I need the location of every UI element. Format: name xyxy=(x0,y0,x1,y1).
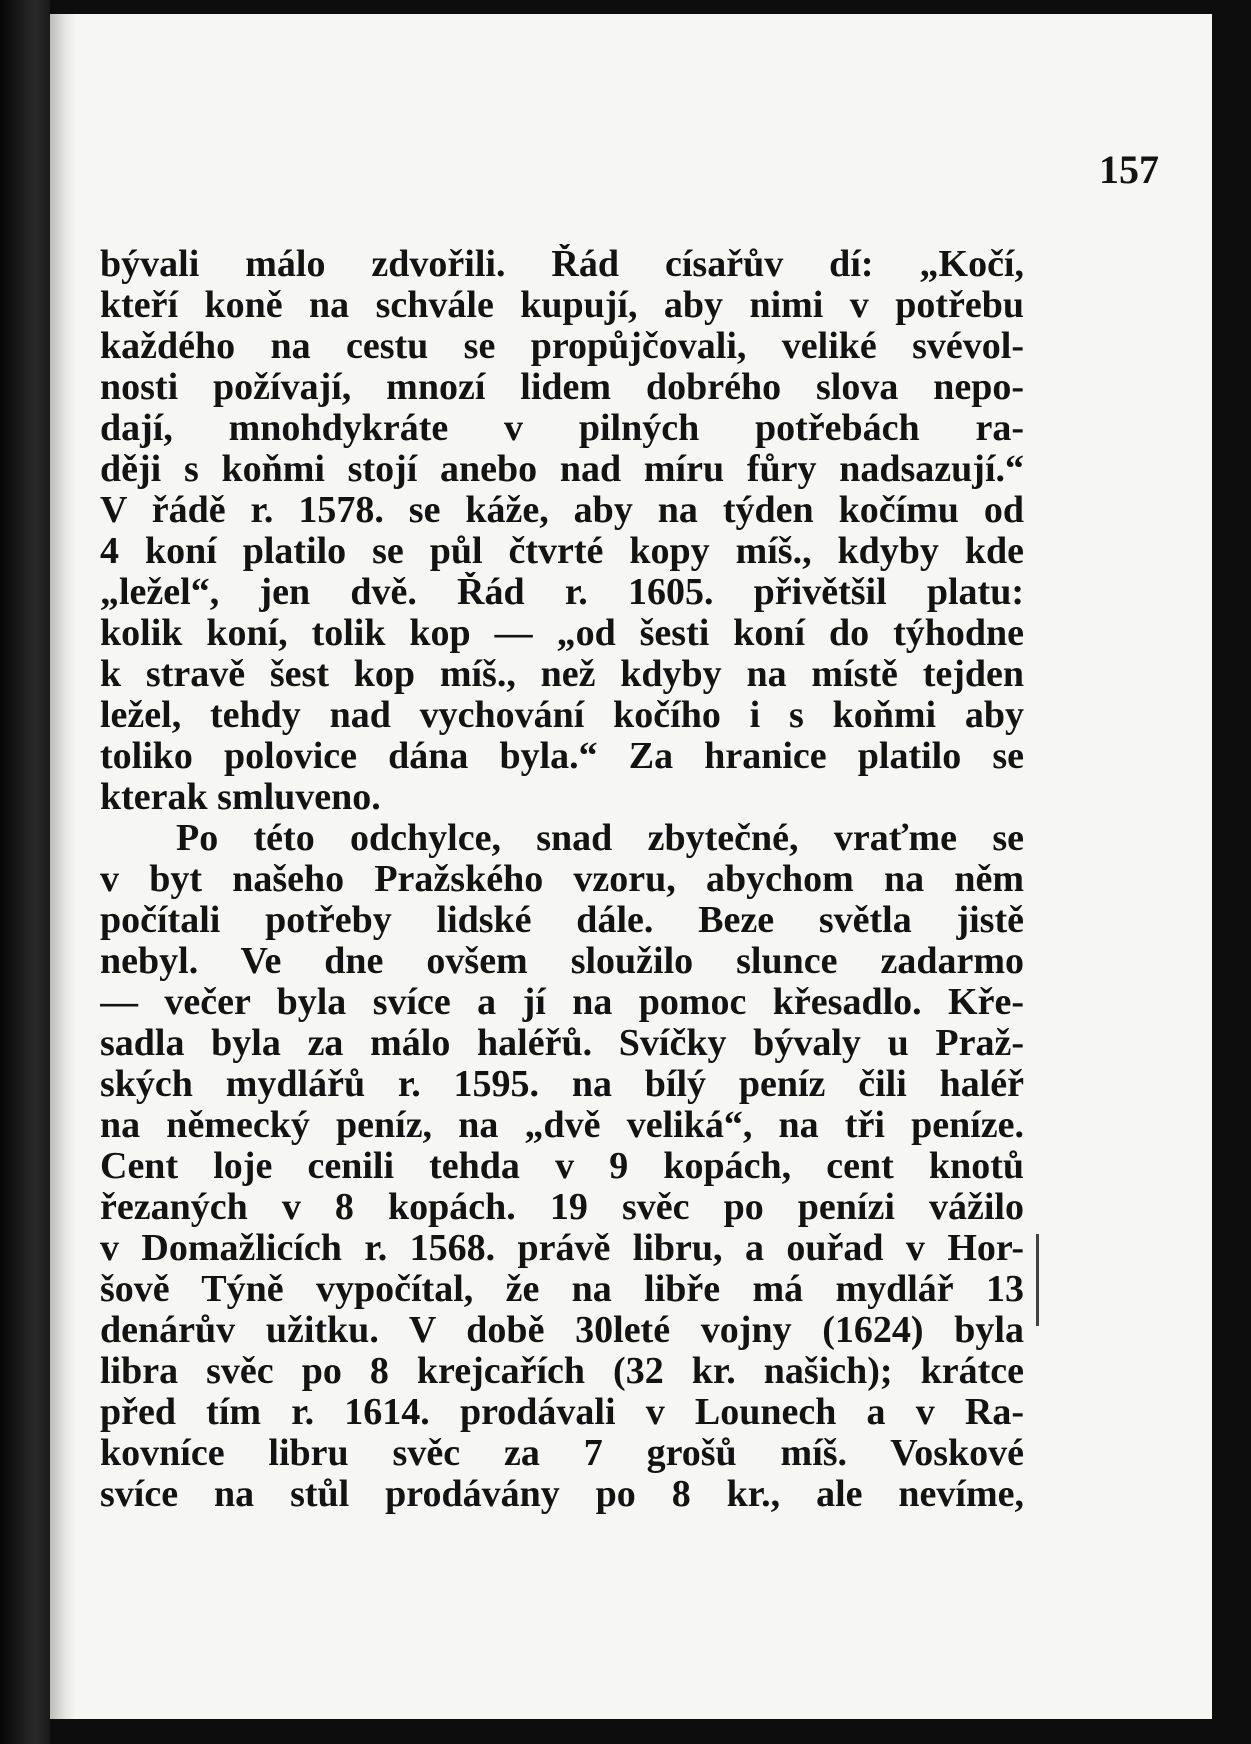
text-line: ležel, tehdy nad vychování kočího i s koňmi aby xyxy=(100,695,1024,736)
text-line: kovníce libru svěc za 7 grošů míš. Voskové xyxy=(100,1433,1024,1474)
text-line: před tím r. 1614. prodávali v Lounech a v Ra- xyxy=(100,1392,1024,1433)
text-line: nosti požívají, mnozí lidem dobrého slova nepo- xyxy=(100,367,1024,408)
body-text xyxy=(100,244,1024,1515)
margin-line xyxy=(1036,1234,1039,1326)
text-line: řezaných v 8 kopách. 19 svěc po penízi vážilo xyxy=(100,1187,1024,1228)
text-line: kolik koní, tolik kop — „od šesti koní do týhodne xyxy=(100,613,1024,654)
text-line: v byt našeho Pražského vzoru, abychom na něm xyxy=(100,859,1024,900)
text-line: kterak smluveno. xyxy=(100,777,381,818)
text-line: na německý peníz, na „dvě veliká“, na tři peníze. xyxy=(100,1105,1024,1146)
text-line: k stravě šest kop míš., než kdyby na místě tejden xyxy=(100,654,1024,695)
text-line: kteří koně na schvále kupují, aby nimi v potřebu xyxy=(100,285,1024,326)
text-line: sadla byla za málo haléřů. Svíčky bývaly u Praž- xyxy=(100,1023,1024,1064)
text-line: každého na cestu se propůjčovali, veliké svévol- xyxy=(100,326,1024,367)
text-line: denárův užitku. V době 30leté vojny (1624) byla xyxy=(100,1310,1024,1351)
text-line: šově Týně vypočítal, že na libře má mydlář 13 xyxy=(100,1269,1024,1310)
text-line: V řádě r. 1578. se káže, aby na týden kočímu od xyxy=(100,490,1024,531)
text-line: libra svěc po 8 krejcařích (32 kr. našich); krátce xyxy=(100,1351,1024,1392)
text-line: nebyl. Ve dne ovšem sloužilo slunce zadarmo xyxy=(100,941,1024,982)
text-line: dají, mnohdykráte v pilných potřebách ra- xyxy=(100,408,1024,449)
paragraph-first-line: Po této odchylce, snad zbytečné, vraťme se xyxy=(176,818,1024,859)
text-line: ských mydlářů r. 1595. na bílý peníz čili haléř xyxy=(100,1064,1024,1105)
text-line: počítali potřeby lidské dále. Beze světla jistě xyxy=(100,900,1024,941)
gutter-shadow xyxy=(50,14,76,1719)
text-line: 4 koní platilo se půl čtvrté kopy míš., kdyby kde xyxy=(100,531,1024,572)
text-line: toliko polovice dána byla.“ Za hranice platilo se xyxy=(100,736,1024,777)
text-line: bývali málo zdvořili. Řád císařův dí: „Kočí, xyxy=(100,244,1024,285)
text-line: „ležel“, jen dvě. Řád r. 1605. přivětšil platu: xyxy=(100,572,1024,613)
book-edge xyxy=(0,0,50,1744)
page-number: 157 xyxy=(1099,147,1159,192)
text-line: — večer byla svíce a jí na pomoc křesadlo. Kře- xyxy=(100,982,1024,1023)
text-line: v Domažlicích r. 1568. právě libru, a ouřad v Hor- xyxy=(100,1228,1024,1269)
text-line: Cent loje cenili tehda v 9 kopách, cent knotů xyxy=(100,1146,1024,1187)
text-line: svíce na stůl prodávány po 8 kr., ale nevíme, xyxy=(100,1474,1024,1515)
text-line: ději s koňmi stojí anebo nad míru fůry nadsazují.“ xyxy=(100,449,1024,490)
